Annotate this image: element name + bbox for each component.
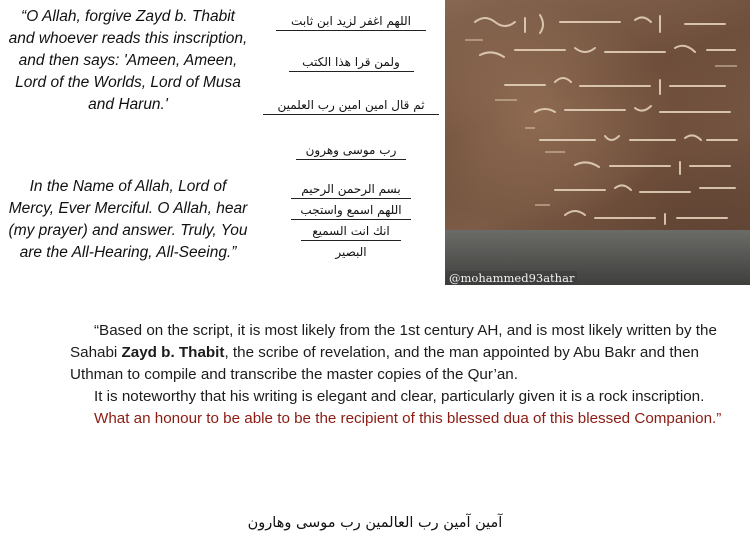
arabic-transcription xyxy=(262,8,440,261)
arabic-line-6: اللهم اسمع واستجب xyxy=(291,203,411,220)
quote-p1-name: Zayd b. Thabit xyxy=(121,344,225,361)
quote-p1-end: , the scribe of revelation, and the man appointed by Abu Bakr and then Uthman to compile and transcribe the master copies of the Qur’an. xyxy=(70,344,699,383)
arabic-line-4: رب موسى وهرون xyxy=(296,143,406,160)
closing-arabic: آمين آمين رب العالمين رب موسى وهارون xyxy=(247,515,503,531)
photo-watermark: @mohammed93athar xyxy=(446,271,577,285)
quote-p1-start: “Based on the script, it is most likely from the 1st century AH, and is most likely written by the Sahabi xyxy=(70,322,717,361)
quote-paragraph-2: It is noteworthy that his writing is elegant and clear, particularly given it is a rock inscription. xyxy=(94,388,705,405)
arabic-line-2: ولمن قرا هذا الكتب xyxy=(289,55,414,72)
quote-paragraph-1 xyxy=(70,320,735,386)
arabic-line-8: البصير xyxy=(335,245,367,259)
arabic-line-1: اللهم اغفر لزيد ابن ثابت xyxy=(276,14,426,31)
arabic-line-5: بسم الرحمن الرحيم xyxy=(291,182,411,199)
rock-inscription-photo xyxy=(445,0,750,285)
quote-paragraph-3: What an honour to be able to be the recipient of this blessed dua of this blessed Companion.” xyxy=(94,410,722,427)
arabic-line-7: انك انت السميع xyxy=(301,224,401,241)
commentary-quote xyxy=(70,320,735,430)
translation-part-2: In the Name of Allah, Lord of Mercy, Ever Merciful. O Allah, hear (my prayer) and answer. Truly, You are the All-Hearing, All-Seeing.” xyxy=(8,178,248,261)
arabic-line-3: ثم قال امين امين رب العلمين xyxy=(263,98,439,115)
translation-part-1: “O Allah, forgive Zayd b. Thabit and whoever reads this inscription, and then says: 'Ameen, Ameen, Lord of the Worlds, Lord of Musa and Harun.' xyxy=(8,8,248,113)
